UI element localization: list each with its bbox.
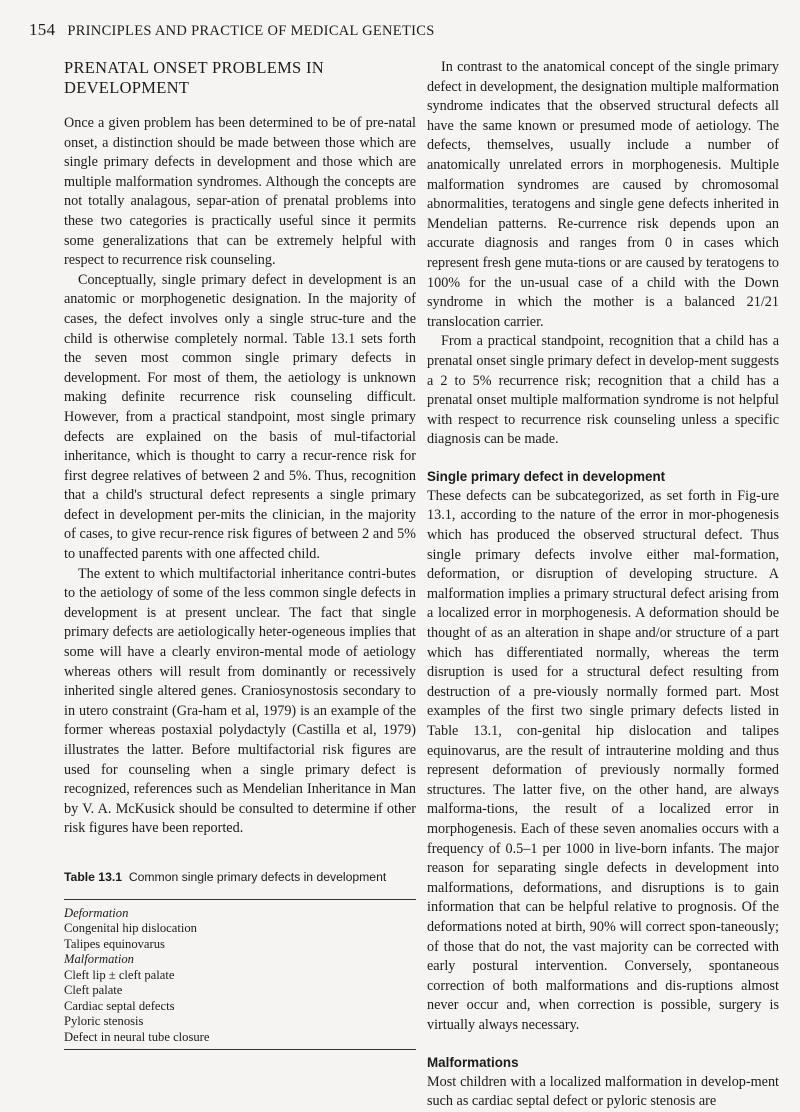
table-label: Table 13.1	[64, 869, 123, 884]
running-title: PRINCIPLES AND PRACTICE OF MEDICAL GENETICS	[67, 23, 435, 39]
table-row: Congenital hip dislocation	[64, 921, 197, 936]
running-header	[29, 20, 774, 40]
subsection-heading-malformations: Malformations	[427, 1054, 519, 1070]
page-number: 154	[29, 20, 56, 39]
table-caption	[64, 869, 416, 885]
paragraph-single-primary: These defects can be subcategorized, as set forth in Fig-ure 13.1, according to the nature of the error in mor-phogenesis which has produced the observed structural defect. Thus single primary defects involve either mal-formation, deformation, or disruption of developing structure. A malformation implies a primary structural defect arising from a localized error in morphogenesis. A deformation should be thought of as an alteration in shape and/or structure of a part which has differentiated normally, whereas the term disruption is used for a structural defect resulting from destruction of a pre-viously normally formed part. Most examples of the first two single primary defects listed in Table 13.1, con-genital hip dislocation and talipes equinovarus, are the result of intrauterine molding and thus represent deformation of previously normally formed structures. The latter five, on the other hand, are always malforma-tions, the result of a localized error in morphogenesis. Each of these seven anomalies occurs with a frequency of 0.5–1 per 1000 in live-born infants. The major reason for separating single defects in development into malformations, deformations, and disruptions is to gain information that can be helpful relative to prognosis. Of the deformations noted at birth, 90% will correct spon-taneously; of those that do not, the vast majority can be corrected with early postural intervention. Conversely, spontaneous correction of both malformations and dis-ruptions almost never occur and, when correction is possible, surgery is virtually always necessary.	[427, 487, 779, 1033]
table-body	[64, 906, 416, 1046]
table-category: Deformation	[64, 905, 129, 920]
table-row: Pyloric stenosis	[64, 1014, 144, 1029]
paragraph-left-1: Once a given problem has been determined to be of pre-natal onset, a distinction should be made between those which are single primary defects in development and those which are multiple malformation syndromes. Although the concepts are not totally analagous, separ-ation of prenatal problems into these two categories is practically useful since it permits some generalizations that can be extremely helpful with respect to recurrence risk counseling.	[64, 115, 416, 269]
paragraph-left-3: The extent to which multifactorial inheritance contri-butes to the aetiology of some of the less common single defects in development is at present unclear. The fact that single primary defects are aetiologically heter-ogeneous implies that some will have a clearly environ-mental mode of aetiology whereas others will result from dominantly or recessively inherited single altered genes. Craniosynostosis secondary to in utero constraint (Gra-ham et al, 1979) is an example of the former whereas postaxial polydactyly (Castilla et al, 1979) illustrates the latter. Before multifactorial risk figures are used for counseling when a single primary defect is recognized, references such as Mendelian Inheritance in Man by V. A. McKusick should be consulted to determine if other risk figures have been reported.	[64, 565, 416, 837]
table-top-rule	[64, 899, 416, 900]
table-row: Cleft lip ± cleft palate	[64, 967, 175, 982]
table-row: Cleft palate	[64, 983, 123, 998]
left-column	[64, 58, 416, 1050]
table-caption-text: Common single primary defects in development	[128, 869, 387, 884]
table-row: Talipes equinovarus	[64, 936, 165, 951]
table-bottom-rule	[64, 1049, 416, 1050]
subsection-heading-single-primary: Single primary defect in development	[427, 468, 666, 484]
paragraph-right-2: From a practical standpoint, recognition that a child has a prenatal onset single primary defect in develop-ment suggests a 2 to 5% recurrence risk; recognition that a child has a prenatal onset multiple malformation syndrome is not helpful with respect to recurrence risk counseling unless a specific diagnosis can be made.	[427, 333, 779, 448]
table-row: Cardiac septal defects	[64, 998, 175, 1013]
table-row: Defect in neural tube closure	[64, 1029, 210, 1044]
table-category: Malformation	[64, 952, 134, 967]
section-heading: PRENATAL ONSET PROBLEMS IN DEVELOPMENT	[64, 58, 324, 97]
paragraph-malformations: Most children with a localized malformation in develop-ment such as cardiac septal defect or pyloric stenosis are	[427, 1073, 779, 1110]
table-13-1	[64, 869, 416, 1051]
paragraph-right-1: In contrast to the anatomical concept of the single primary defect in development, the designation multiple malformation syndrome indicates that the observed structural defects all have the same known or presumed mode of aetiology. The defects, themselves, usually include a number of anatomically unrelated errors in morphogenesis. Multiple malformation syndromes are caused by chromosomal abnormalities, teratogens and single gene defects inherited in Mendelian patterns. Re-currence risk depends upon an accurate diagnosis and ranges from 0 in cases which represent fresh gene muta-tions or are caused by teratogens to 100% for the un-usual case of a child with the Down syndrome in which the mother is a balanced 21/21 translocation carrier.	[427, 59, 779, 330]
right-column	[427, 58, 779, 1112]
paragraph-left-2: Conceptually, single primary defect in development is an anatomic or morphogenetic designation. In the majority of cases, the defect involves only a single struc-ture and the child is otherwise completely normal. Table 13.1 sets forth the seven most common single primary defects in development. For most of them, the aetiology is unknown making definite recurrence risk counseling difficult. However, from a practical standpoint, most single primary defects are explained on the basis of mul-tifactorial inheritance, which is thought to carry a recur-rence risk for first degree relatives of between 2 and 5%. Thus, recognition that a child's structural defect represents a single primary defect in development per-mits the clinician, in the majority of cases, to give recur-rence risk figures of between 2 and 5% to unaffected parents with one affected child.	[64, 271, 416, 563]
